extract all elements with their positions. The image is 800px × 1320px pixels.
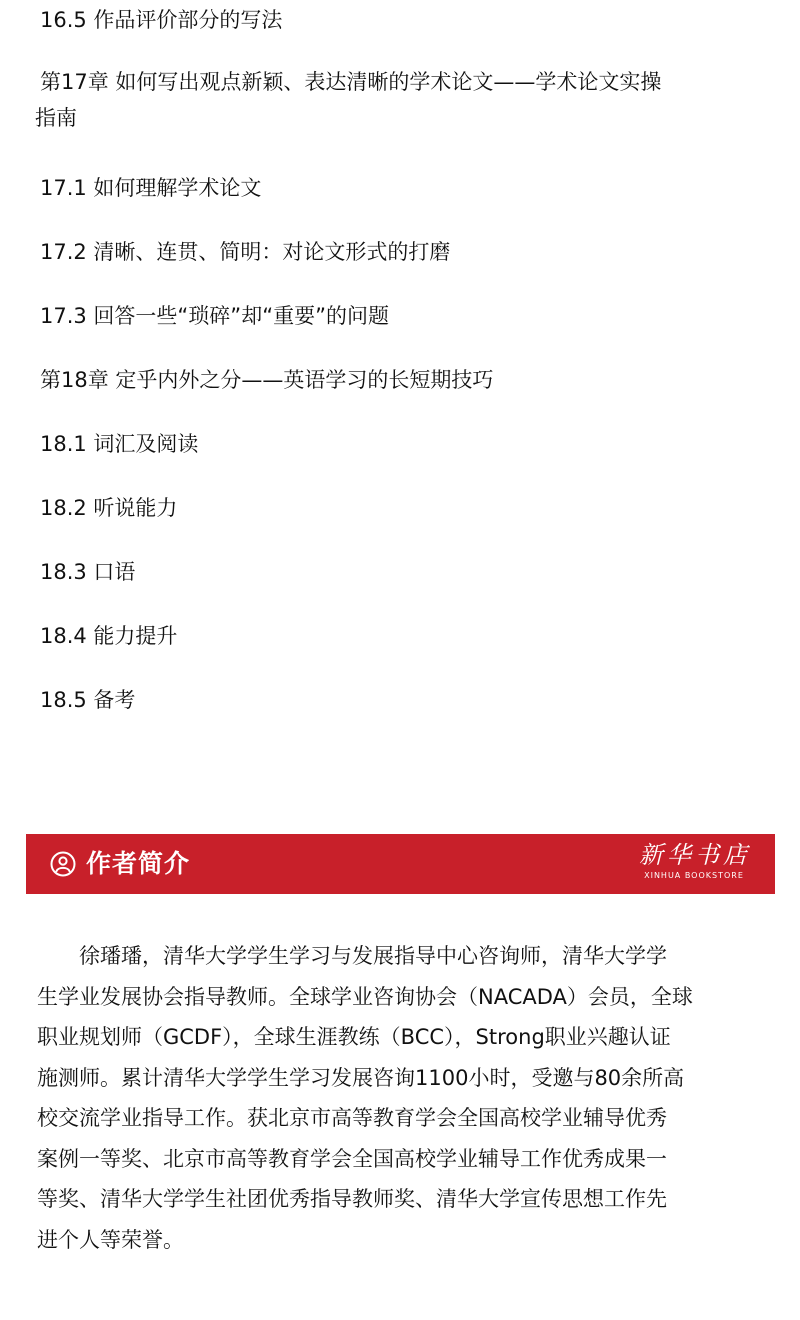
logo-english-text: XINHUA BOOKSTORE: [644, 871, 744, 880]
toc-item-17-3: 17.3 回答一些“琐碎”却“重要”的问题: [40, 304, 389, 328]
bio-line: 进个人等荣誉。: [37, 1227, 184, 1252]
toc-chapter-18: 第18章 定乎内外之分——英语学习的长短期技巧: [40, 368, 494, 392]
bio-line: 校交流学业指导工作。获北京市高等教育学会全国高校学业辅导优秀: [37, 1106, 667, 1130]
bio-line: 生学业发展协会指导教师。全球学业咨询协会（NACADA）会员，全球: [37, 984, 693, 1009]
toc-item-18-1: 18.1 词汇及阅读: [40, 432, 199, 456]
toc-item-18-5: 18.5 备考: [40, 688, 136, 712]
toc-chapter-17-line1: 第17章 如何写出观点新颖、表达清晰的学术论文——学术论文实操: [40, 70, 662, 94]
bio-line: 徐璠璠，清华大学学生学习与发展指导中心咨询师，清华大学学: [79, 944, 667, 968]
author-bio: [37, 936, 763, 1260]
toc-item-17-2: 17.2 清晰、连贯、简明：对论文形式的打磨: [40, 240, 451, 264]
toc-item-18-3: 18.3 口语: [40, 560, 136, 584]
section-title: 作者简介: [86, 849, 191, 878]
toc-chapter-17: [35, 64, 760, 136]
section-banner: [26, 834, 775, 894]
user-circle-icon: [50, 851, 76, 877]
bio-line: 职业规划师（GCDF），全球生涯教练（BCC），Strong职业兴趣认证: [37, 1025, 671, 1049]
toc-item-16-5: 16.5 作品评价部分的写法: [40, 8, 283, 32]
bio-line: 施测师。累计清华大学学生学习发展咨询1100小时，受邀与80余所高: [37, 1065, 685, 1090]
logo-chinese-text: 新华书店: [639, 841, 751, 869]
bio-line: 案例一等奖、北京市高等教育学会全国高校学业辅导工作优秀成果一: [37, 1146, 667, 1171]
toc-item-18-2: 18.2 听说能力: [40, 496, 178, 520]
xinhua-bookstore-logo: [639, 840, 749, 888]
toc-item-18-4: 18.4 能力提升: [40, 624, 178, 648]
bio-line: 等奖、清华大学学生社团优秀指导教师奖、清华大学宣传思想工作先: [37, 1187, 667, 1211]
toc-item-17-1: 17.1 如何理解学术论文: [40, 176, 262, 200]
toc-chapter-17-line2: 指南: [35, 106, 77, 130]
